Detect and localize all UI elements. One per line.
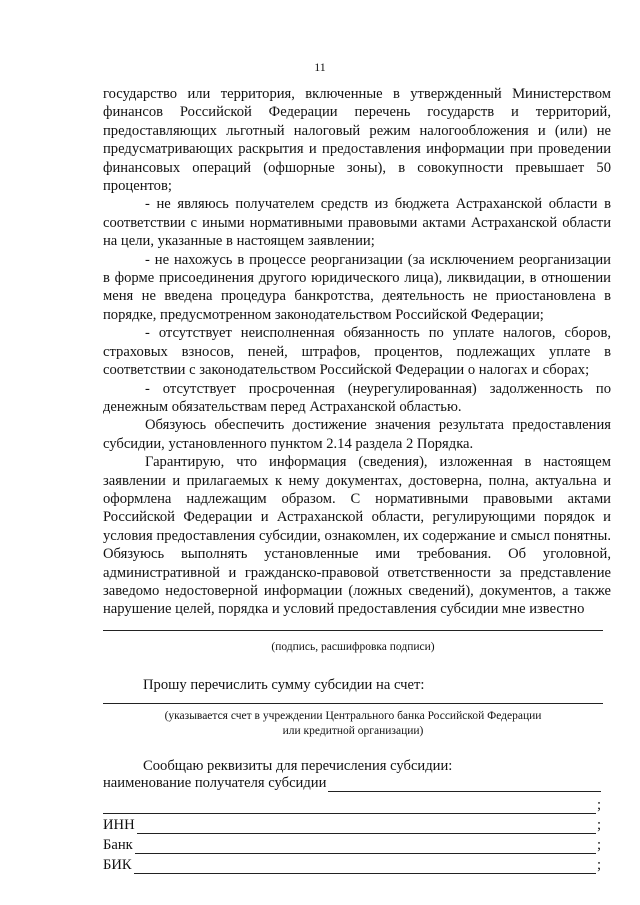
paragraph-obligation: Обязуюсь обеспечить достижение значения результата предоставления субсидии, установленного пунктом 2.14 раздела 2 Порядка.: [103, 417, 611, 452]
recipient-name-continuation-field[interactable]: [103, 799, 596, 814]
paragraph-no-tax-debt: - отсутствует неисполненная обязанность по уплате налогов, сборов, страховых взносов, пеней, штрафов, процентов, подлежащих уплате в соответствии с законодательством Российской Федерации о налогах и сборах;: [103, 325, 611, 379]
request-text: Прошу перечислить сумму субсидии на счет:: [143, 677, 425, 693]
recipient-name-continuation-row: [103, 797, 601, 814]
account-line[interactable]: [103, 703, 603, 704]
paragraph-not-budget-recipient: - не являюсь получателем средств из бюджета Астраханской области в соответствии с иными нормативными правовыми актами Астраханской области на цели, указанные в настоящем заявлении;: [103, 196, 611, 250]
account-block: [103, 703, 603, 739]
inn-row: [103, 817, 601, 834]
recipient-name-row: [103, 775, 601, 792]
bank-field[interactable]: [135, 839, 596, 854]
signature-block: [103, 630, 603, 655]
bik-row: [103, 857, 601, 874]
bik-field[interactable]: [134, 859, 596, 874]
paragraph-no-overdue-debt: - отсутствует просроченная (неурегулированная) задолженность по денежным обязательствам перед Астраханской областью.: [103, 380, 611, 415]
bank-row: [103, 837, 601, 854]
signature-line[interactable]: [103, 630, 603, 631]
bik-label: БИК: [103, 857, 132, 873]
inn-terminator: ;: [596, 817, 601, 833]
recipient-name-terminator: ;: [596, 797, 601, 813]
details-title: Сообщаю реквизиты для перечисления субсидии:: [143, 758, 453, 774]
account-caption-line1: (указывается счет в учреждении Центрального банка Российской Федерации: [164, 710, 542, 722]
bik-terminator: ;: [596, 857, 601, 873]
inn-field[interactable]: [137, 819, 596, 834]
body-text: [103, 85, 611, 619]
account-caption-line2: или кредитной организации): [282, 725, 424, 737]
bank-label: Банк: [103, 837, 133, 853]
bank-terminator: ;: [596, 837, 601, 853]
page-number: 11: [314, 60, 326, 74]
paragraph-guarantee: Гарантирую, что информация (сведения), изложенная в настоящем заявлении и прилагаемых к нему документах, достоверна, полна, актуальна и оформлена надлежащим образом. С нормативными правовыми актами Российской Федерации и Астраханской области, регулирующими порядок и условия предоставления субсидии, ознакомлен, их содержание и смысл понятны. Обязуюсь выполнять установленные ими требования. Об уголовной, административной и гражданско-правовой ответственности за представление заведомо недостоверной информации (ложных сведений), документов, а также нарушение целей, порядка и условий предоставления субсидии мне известно: [103, 454, 611, 618]
signature-caption: (подпись, расшифровка подписи): [271, 641, 435, 653]
recipient-name-label: наименование получателя субсидии: [103, 775, 327, 791]
recipient-name-field[interactable]: [328, 777, 601, 792]
inn-label: ИНН: [103, 817, 135, 833]
paragraph-not-reorganization: - не нахожусь в процессе реорганизации (за исключением реорганизации в форме присоединения другого юридического лица), ликвидации, в отношении меня не введена процедура банкротства, деятельность не приостановлена в порядке, предусмотренном законодательством Российской Федерации;: [103, 251, 611, 323]
paragraph-offshore: государство или территория, включенные в утвержденный Министерством финансов Российской Федерации перечень государств и территорий, предоставляющих льготный налоговый режим налогообложения и (или) не предусматривающих раскрытия и предоставления информации при проведении финансовых операций (офшорные зоны), в совокупности превышает 50 процентов;: [103, 86, 611, 195]
